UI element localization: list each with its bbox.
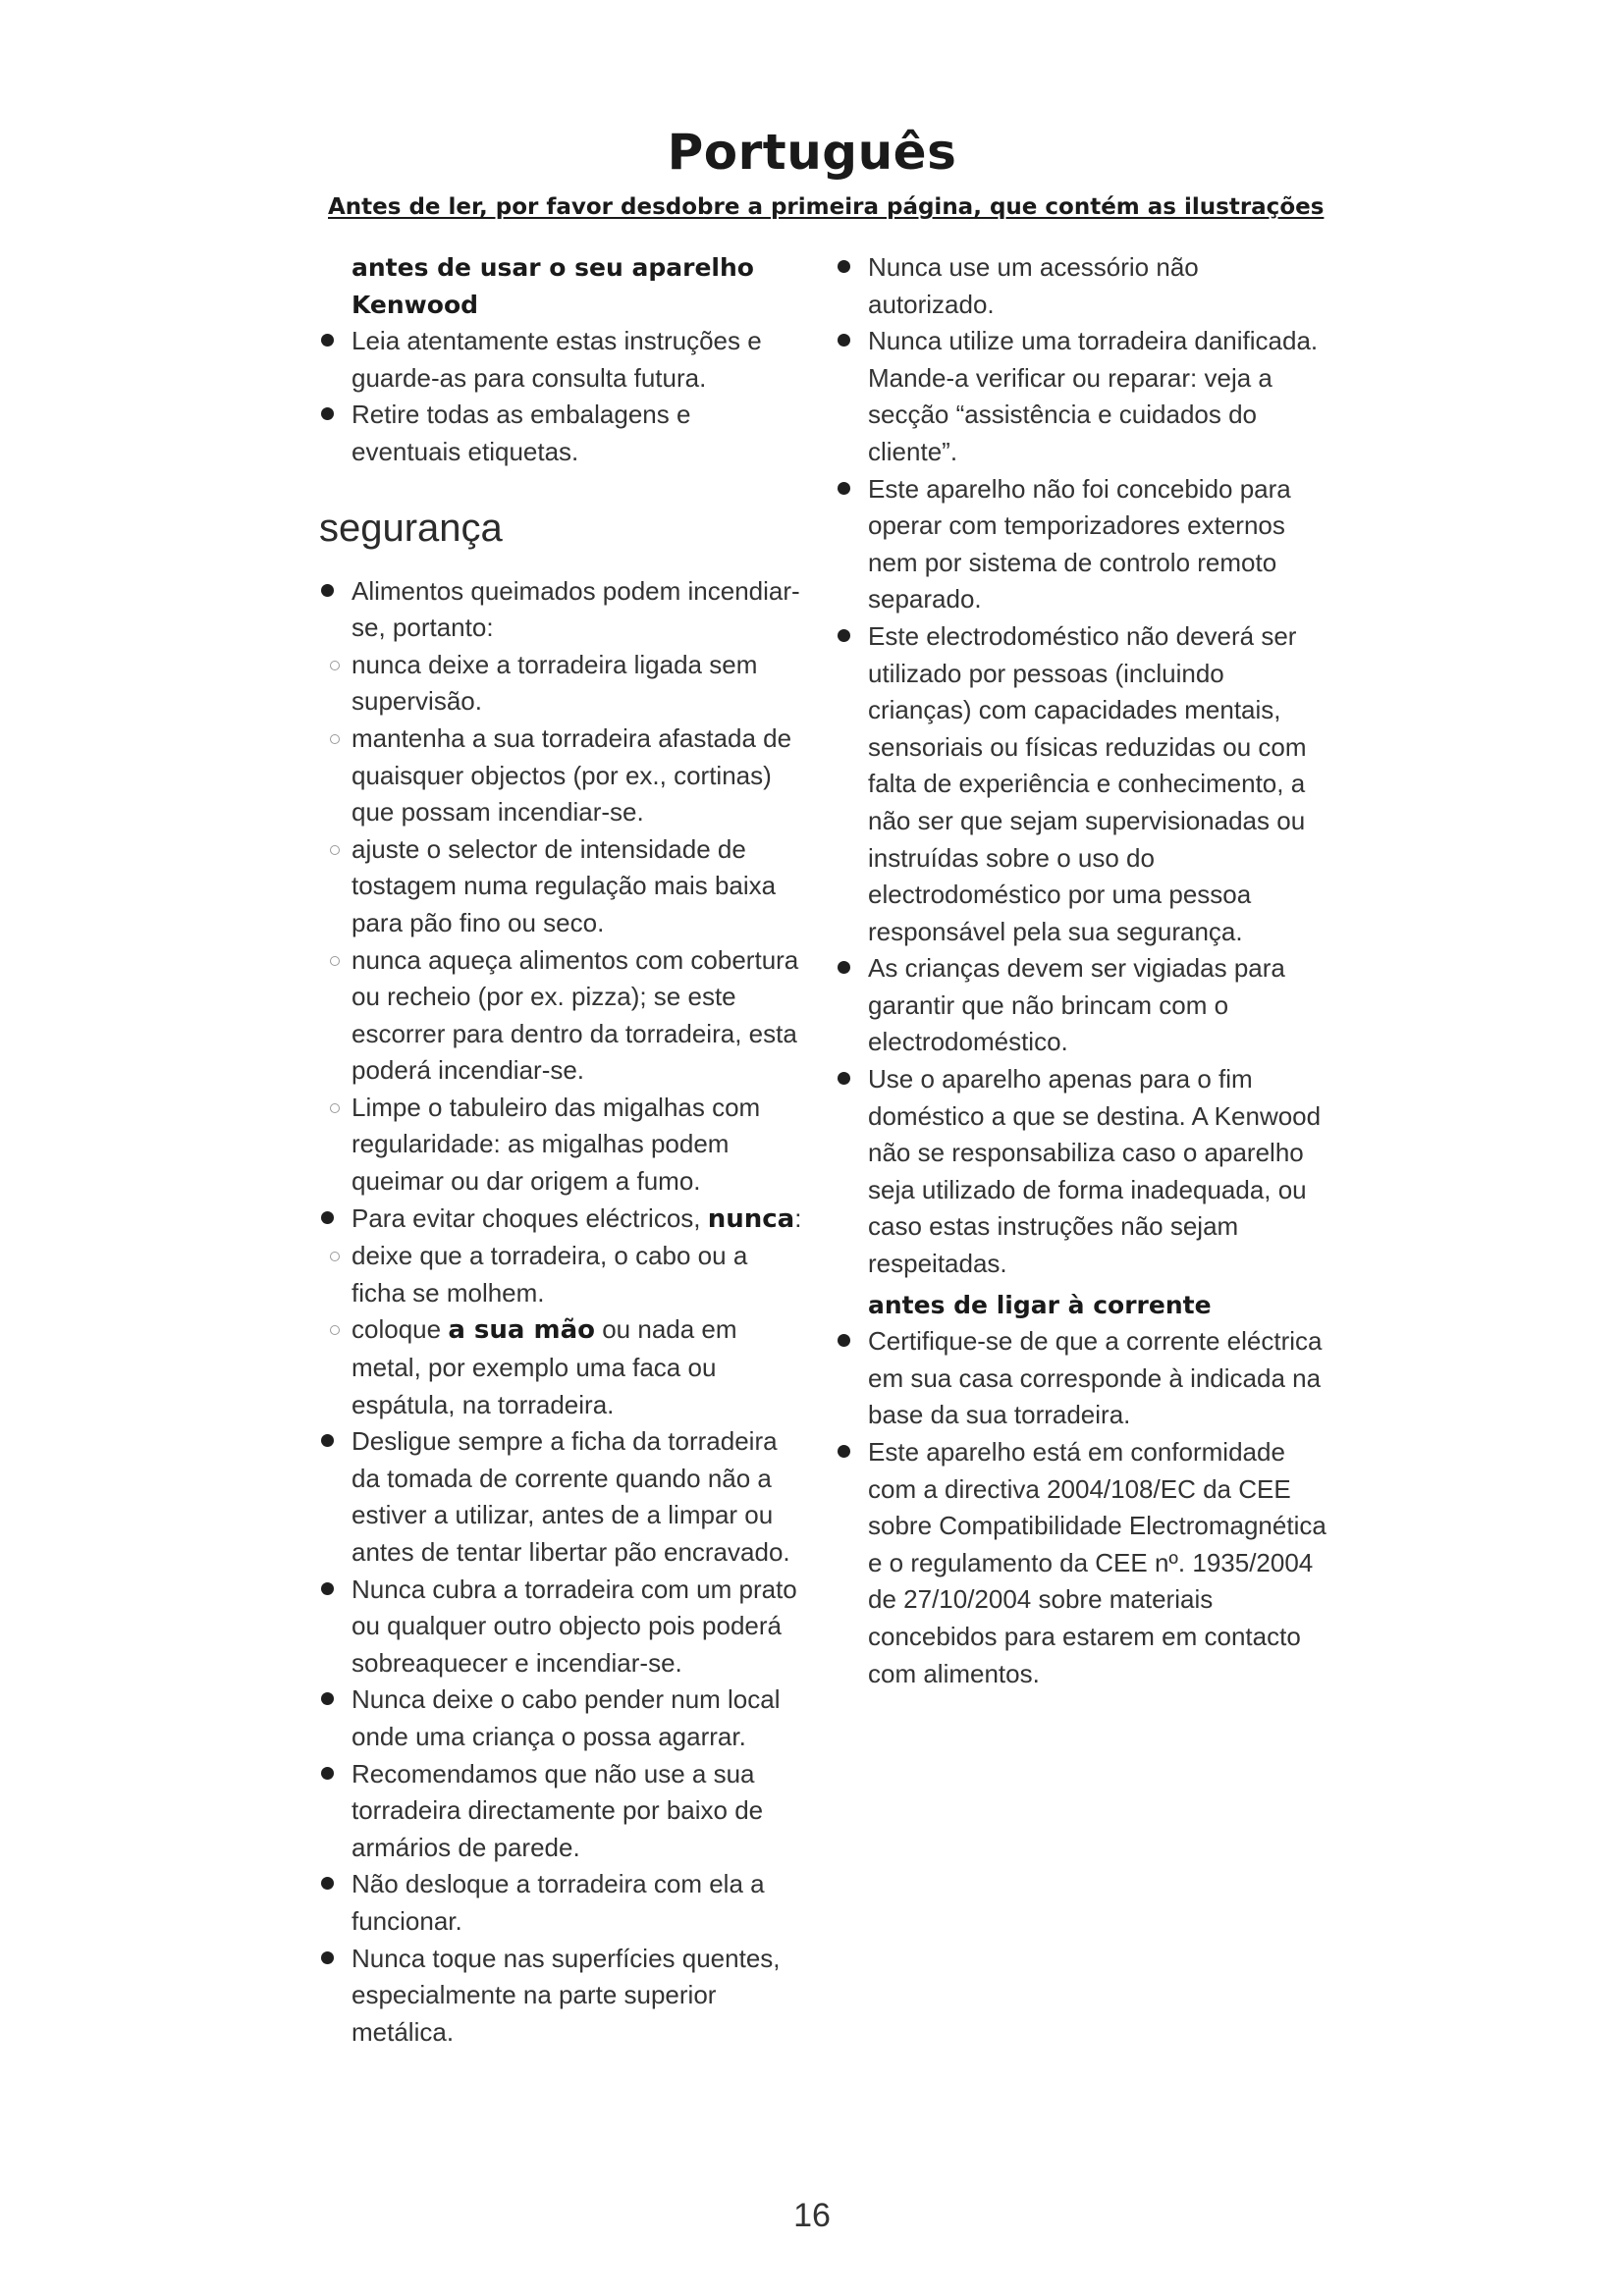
- sub-list-item: Limpe o tabuleiro das migalhas com regularidade: as migalhas podem queimar ou dar origem a fumo.: [352, 1090, 803, 1201]
- list-item: Este electrodoméstico não deverá ser utilizado por pessoas (incluindo crianças) com capacidades mentais, sensoriais ou físicas reduzidas ou com falta de experiência e conhecimento, a não ser que sejam supervisionadas ou instruídas sobre o uso do electrodoméstico por uma pessoa responsável pela sua segurança.: [868, 618, 1329, 950]
- before-use-list: [352, 323, 803, 470]
- list-item: Desligue sempre a ficha da torradeira da tomada de corrente quando não a estiver a utilizar, antes de a limpar ou antes de tentar libertar pão encravado.: [352, 1423, 803, 1571]
- list-item: Certifique-se de que a corrente eléctrica em sua casa corresponde à indicada na base da sua torradeira.: [868, 1323, 1329, 1434]
- right-column: [868, 249, 1329, 1692]
- bullet-icon: [838, 961, 850, 974]
- sub-list-item: deixe que a torradeira, o cabo ou a ficha se molhem.: [352, 1238, 803, 1311]
- list-item: Alimentos queimados podem incendiar-se, portanto:: [352, 573, 803, 647]
- safety-section-heading: segurança: [319, 506, 503, 550]
- list-item: Nunca toque nas superfícies quentes, especialmente na parte superior metálica.: [352, 1941, 803, 2052]
- list-item: Este aparelho está em conformidade com a directiva 2004/108/EC da CEE sobre Compatibilidade Electromagnética e o regulamento da CEE nº. 1935/2004 de 27/10/2004 sobre materiais concebidos para estarem em contacto com alimentos.: [868, 1434, 1329, 1692]
- list-item: As crianças devem ser vigiadas para garantir que não brincam com o electrodoméstico.: [868, 950, 1329, 1061]
- bullet-icon: [838, 482, 850, 495]
- list-item: Para evitar choques eléctricos, nunca:: [352, 1201, 803, 1239]
- bullet-icon: [321, 1951, 334, 1964]
- bullet-icon: [838, 1445, 850, 1458]
- circle-bullet-icon: [330, 1103, 340, 1113]
- bullet-icon: [321, 584, 334, 597]
- list-item: Recomendamos que não use a sua torradeira directamente por baixo de armários de parede.: [352, 1756, 803, 1867]
- bullet-icon: [321, 1211, 334, 1224]
- list-item: Nunca deixe o cabo pender num local onde uma criança o possa agarrar.: [352, 1682, 803, 1755]
- circle-bullet-icon: [330, 734, 340, 744]
- sub-list-item: coloque a sua mão ou nada em metal, por exemplo uma faca ou espátula, na torradeira.: [352, 1311, 803, 1423]
- bullet-icon: [838, 260, 850, 273]
- bullet-icon: [321, 334, 334, 347]
- bullet-icon: [838, 1334, 850, 1347]
- left-column: [319, 249, 803, 2051]
- page-number: 16: [793, 2197, 831, 2234]
- safety-list-continued: [868, 249, 1329, 1283]
- list-item: Não desloque a torradeira com ela a funcionar.: [352, 1866, 803, 1940]
- bullet-icon: [838, 629, 850, 642]
- bullet-icon: [838, 334, 850, 347]
- list-item: Use o aparelho apenas para o fim doméstico a que se destina. A Kenwood não se responsabiliza caso o aparelho seja utilizado de forma inadequada, ou caso estas instruções não sejam respeitadas.: [868, 1061, 1329, 1283]
- list-item: Leia atentamente estas instruções e guarde-as para consulta futura.: [352, 323, 803, 397]
- circle-bullet-icon: [330, 845, 340, 855]
- circle-bullet-icon: [330, 1252, 340, 1261]
- list-item: Nunca cubra a torradeira com um prato ou qualquer outro objecto pois poderá sobreaquecer e incendiar-se.: [352, 1572, 803, 1682]
- sub-list-item: nunca aqueça alimentos com cobertura ou recheio (por ex. pizza); se este escorrer para dentro da torradeira, esta poderá incendiar-se.: [352, 942, 803, 1090]
- bullet-icon: [321, 1434, 334, 1447]
- bullet-icon: [321, 1877, 334, 1890]
- list-item: Este aparelho não foi concebido para operar com temporizadores externos nem por sistema de controlo remoto separado.: [868, 471, 1329, 618]
- list-item: Retire todas as embalagens e eventuais etiquetas.: [352, 397, 803, 470]
- circle-bullet-icon: [330, 661, 340, 670]
- sub-list-item: nunca deixe a torradeira ligada sem supervisão.: [352, 647, 803, 721]
- bullet-icon: [321, 1692, 334, 1705]
- sub-list-item: mantenha a sua torradeira afastada de quaisquer objectos (por ex., cortinas) que possam incendiar-se.: [352, 721, 803, 831]
- before-plug-in-heading: antes de ligar à corrente: [868, 1290, 1212, 1319]
- circle-bullet-icon: [330, 1325, 340, 1335]
- circle-bullet-icon: [330, 956, 340, 966]
- before-use-heading: antes de usar o seu aparelho Kenwood: [352, 253, 754, 319]
- safety-list: [352, 573, 803, 2052]
- page-title: Português: [667, 123, 957, 181]
- bullet-icon: [838, 1072, 850, 1085]
- list-item: Nunca utilize uma torradeira danificada. Mande-a verificar ou reparar: veja a secção “assistência e cuidados do cliente”.: [868, 323, 1329, 470]
- bullet-icon: [321, 407, 334, 420]
- bullet-icon: [321, 1582, 334, 1595]
- bullet-icon: [321, 1767, 334, 1780]
- unfold-instruction-note: Antes de ler, por favor desdobre a primeira página, que contém as ilustrações: [328, 194, 1325, 220]
- before-plug-in-list: [868, 1323, 1329, 1692]
- sub-list-item: ajuste o selector de intensidade de tostagem numa regulação mais baixa para pão fino ou seco.: [352, 831, 803, 942]
- list-item: Nunca use um acessório não autorizado.: [868, 249, 1329, 323]
